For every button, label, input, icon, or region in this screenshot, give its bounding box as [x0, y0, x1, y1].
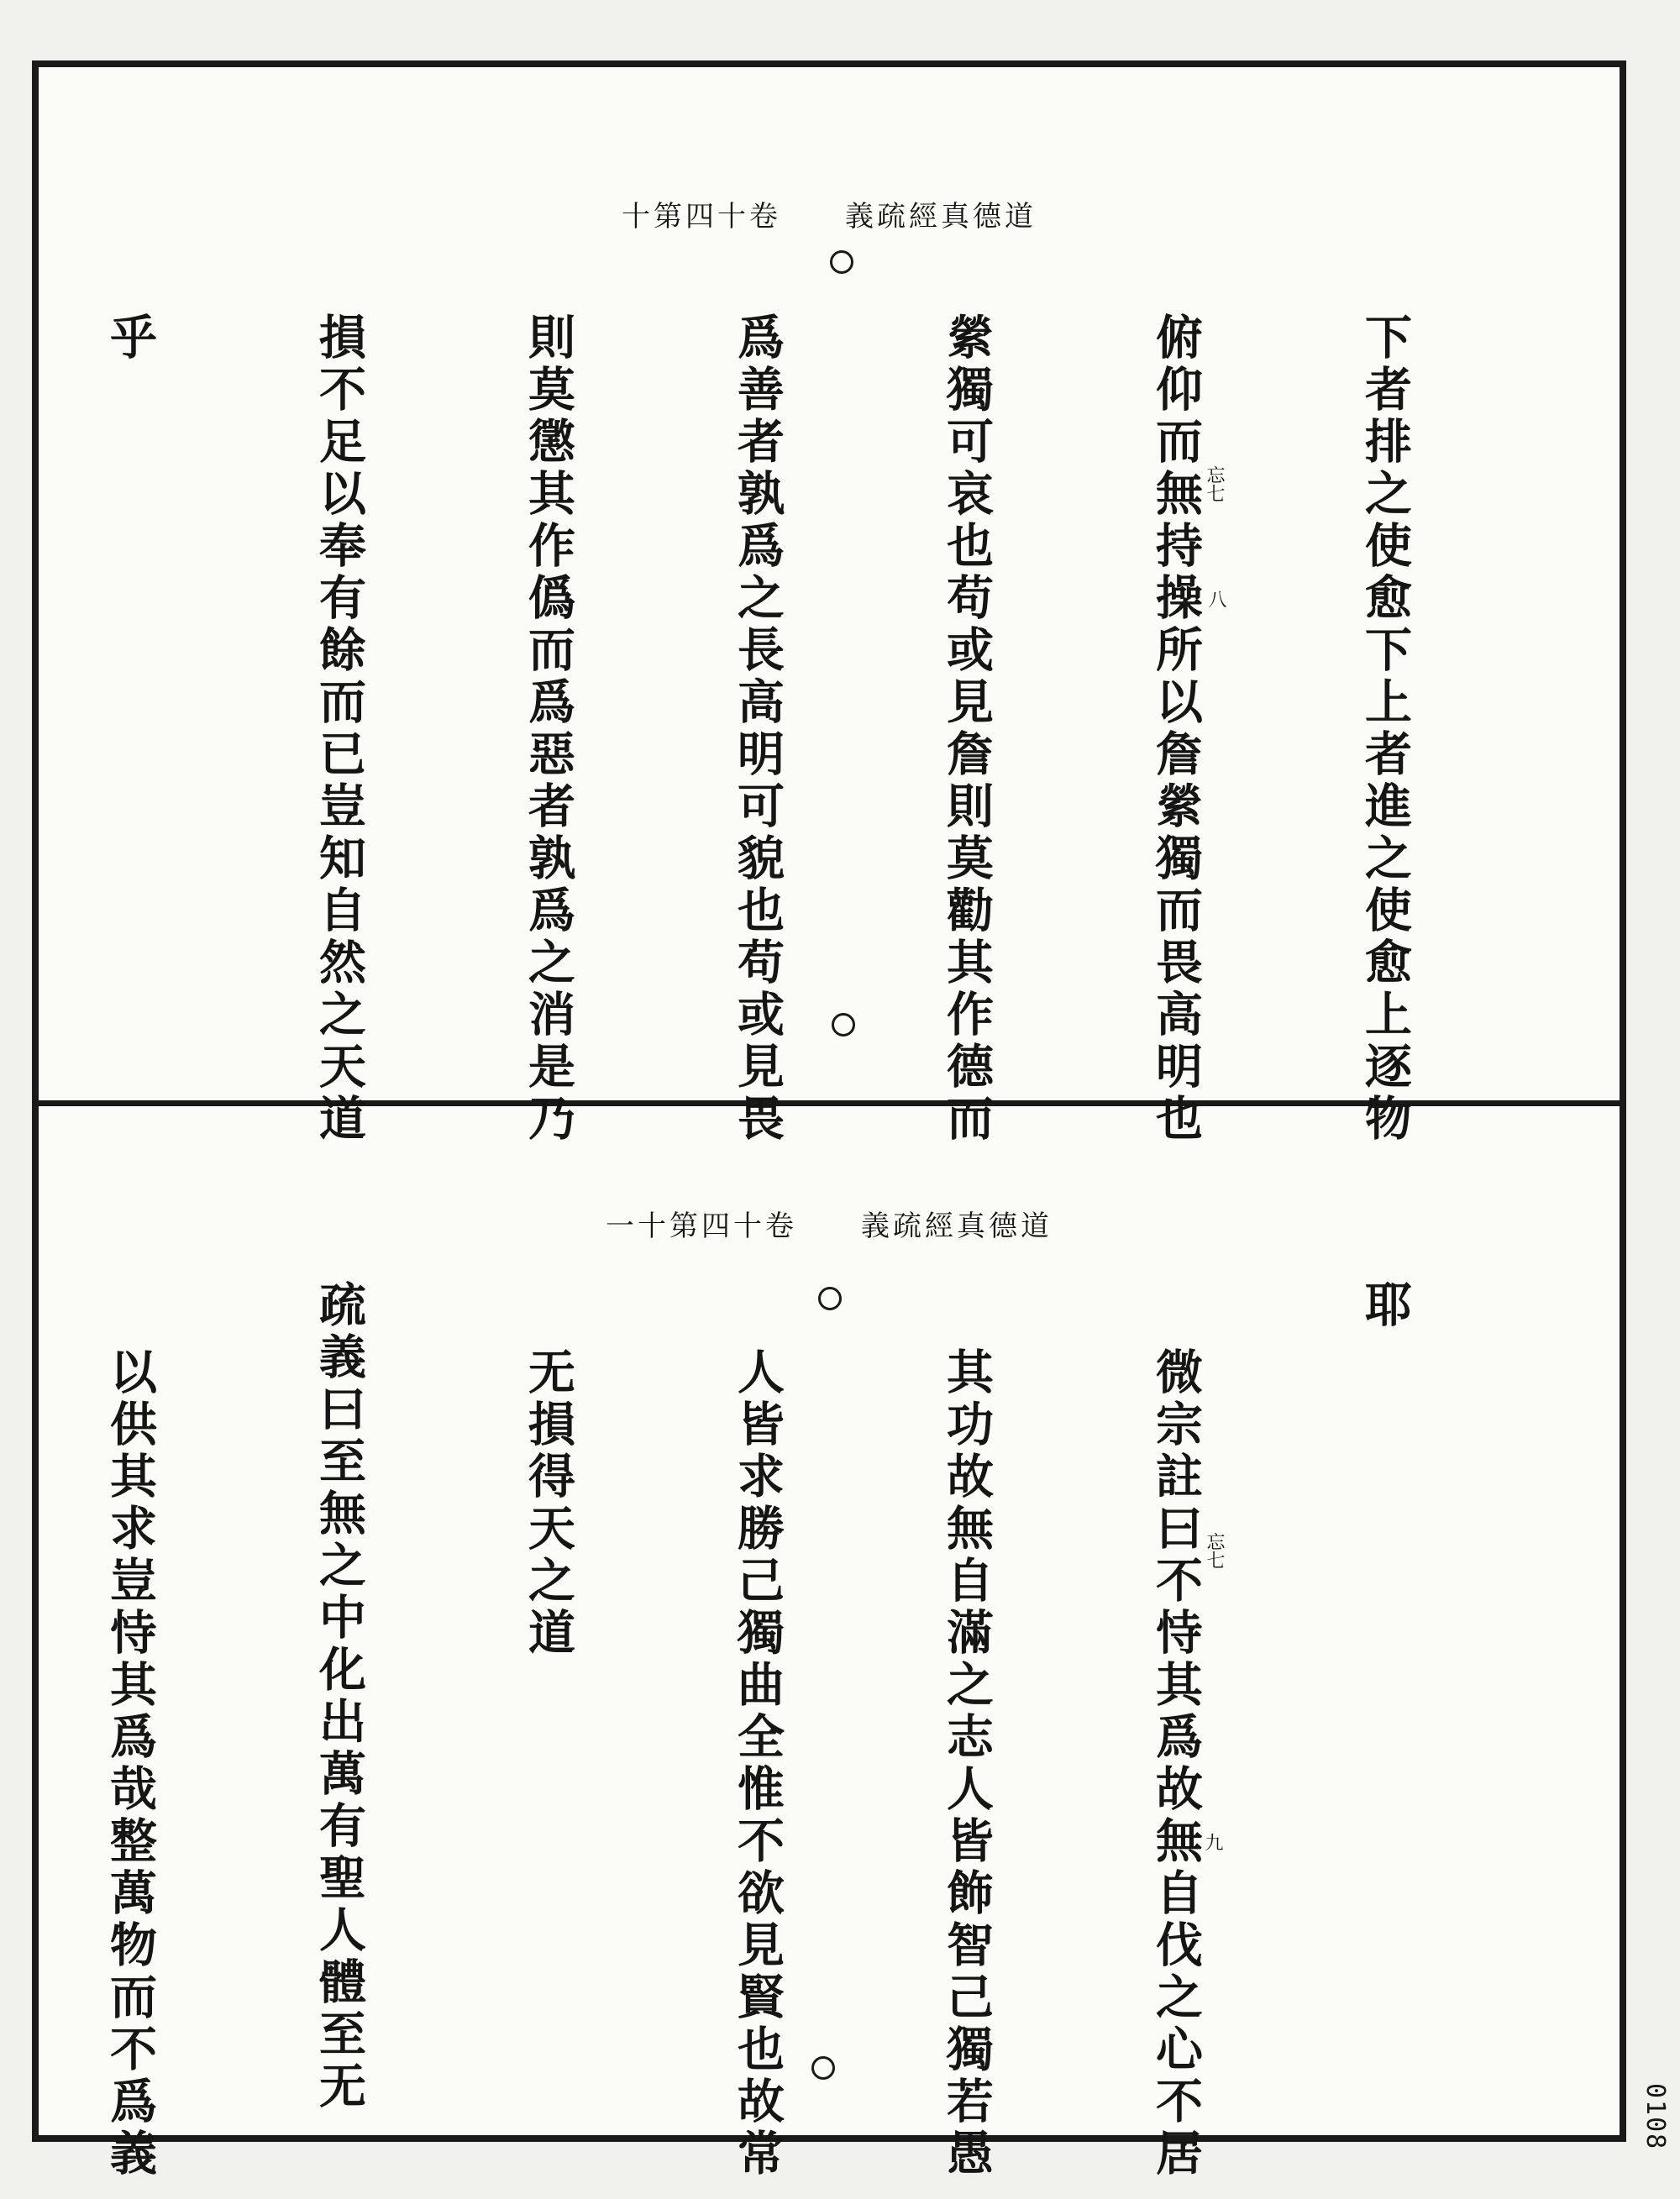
text-column: 以供其求豈恃其爲哉整萬物而不爲義	[102, 1347, 158, 2181]
annotation-note: 八	[1205, 590, 1226, 608]
top-panel-header: 十第四十卷 義疏經真德道	[622, 200, 1037, 234]
text-column: 微宗註曰不恃其爲故無自伐之心不居	[1148, 1347, 1204, 2181]
text-column: 乎	[102, 312, 158, 365]
page-number: 0108	[1641, 2083, 1670, 2151]
text-column: 人皆求勝己獨曲全惟不欲見賢也故常	[730, 1347, 785, 2181]
annotation-note: 忘七	[1204, 465, 1225, 502]
bottom-text-block	[0, 1280, 1559, 2181]
text-column: 損不足以奉有餘而已豈知自然之天道	[312, 312, 367, 1146]
text-column: 其功故無自滿之志人皆飾智己獨若愚	[939, 1347, 995, 2181]
annotation-note: 九	[1202, 1833, 1223, 1851]
text-column: 則莫懲其作僞而爲惡者孰爲之消是乃	[521, 312, 576, 1146]
circle-mark	[830, 250, 853, 274]
text-column: 爲善者孰爲之長高明可貌也苟或見畏	[730, 312, 785, 1146]
text-column: 疏義曰至無之中化出萬有聖人體至无	[312, 1280, 367, 2113]
annotation-note: 忘七	[1204, 1532, 1225, 1569]
text-column: 无損得天之道	[521, 1347, 576, 1660]
bottom-panel	[32, 1104, 1626, 2181]
top-text-block	[0, 312, 1559, 1146]
text-column: 耶	[1357, 1280, 1413, 1332]
text-column: 縈獨可哀也苟或見詹則莫勸其作德而	[939, 312, 995, 1146]
top-panel	[32, 60, 1626, 1146]
text-column: 俯仰而無持操所以詹縈獨而畏高明也	[1148, 312, 1204, 1146]
text-column: 下者排之使愈下上者進之使愈上逐物	[1357, 312, 1413, 1146]
bottom-panel-header: 一十第四十卷 義疏經真德道	[606, 1210, 1053, 1243]
